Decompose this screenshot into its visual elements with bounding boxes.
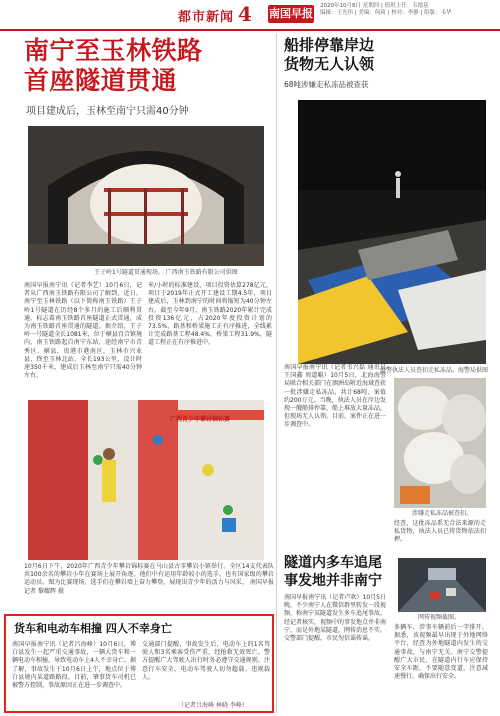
lead-body-col2: 米/小时的标准建设，项目投资估算278亿元，项目于2019年正式开工建设工期4.5年，项目建成后，玉林到南宁的时间将缩短为40分钟左右。截至今年9月，南玉铁路2020年累计完成投资136亿元，占2020年度投资计划的73.5%，路基和桥梁施工正有序推进，全线累计完成路基工程48.4%、桥梁工程31.9%，隧道工程正在有序推进中。 bbox=[148, 282, 272, 347]
tunnel-rumor-col2: 多辆车，涉事车辆前后一字排开。据悉，该视频最早出现于外地网络平台，经查为外地隧道内发生的交通事故，与南宁无关。南宁交警提醒广大市民，在隧道内行车应保持安全车距，不要随意变道，注意减速慢行，确保出行安全。 bbox=[394, 624, 488, 681]
climbing-banner: 广西青少年攀岩锦标赛 bbox=[170, 416, 231, 423]
ship-photo-graphic bbox=[298, 100, 486, 364]
ship-photo-caption: 海警执法人员查扣走私冻品。海警局供图 bbox=[380, 367, 489, 374]
tunnel-rumor-headline-line1: 隧道内多车追尾 bbox=[284, 555, 382, 571]
tunnel-rumor-headline-line2: 事发地并非南宁 bbox=[284, 573, 382, 589]
climbing-photo-caption: 10月6日下午，2020年广西青少年攀岩锦标赛在马山县古零攀岩小镇举行。全区14支代表队共100余名的攀岩小年在赛场上展开角逐。他们中有运用年龄较小的选手，也有国家级的攀岩运动员。图为比赛现场，选手们在攀岩墙上奋力攀登，展现出青少年的活力与风采。 南国早报记者 黎耀辉 摄 bbox=[24, 563, 274, 595]
section-title: 都市新闻 bbox=[178, 10, 235, 25]
lead-headline bbox=[24, 36, 203, 96]
ship-body-right: 经查，这批冻品系无合法来源的走私货物，执法人员已将货物依法扣押。 bbox=[394, 520, 486, 544]
page-masthead bbox=[0, 0, 500, 30]
ship-subheadline: 68吨涉嫌走私冻品被查获 bbox=[284, 80, 369, 89]
ship-photo bbox=[298, 100, 486, 364]
page-number: 4 bbox=[238, 2, 252, 26]
newspaper-logo: 南国早报 bbox=[268, 5, 314, 23]
masthead-meta bbox=[320, 3, 496, 17]
column-divider bbox=[276, 33, 277, 713]
climbing-photo bbox=[28, 400, 264, 560]
tunnel-photo bbox=[28, 126, 264, 266]
ship-headline bbox=[284, 36, 374, 74]
lead-body-col1: 南国早报南宁讯（记者李艺）10月6日，记者从广西南玉铁路有限公司了解到，近日，南宁至玉林铁路（以下简称南玉铁路）王子岭1号隧道在历经8个多月的施工后顺利贯通，标志着南玉铁路首座隧道正式贯通，成为南玉铁路首座贯通的隧道。据介绍，王子岭一号隧道全长1081米，位于横县百合镇境内，南玉铁路起自南宁东站，途经南宁市青秀区、横县，贵港市港南区，玉林市兴业县，终至玉林北站，全长193公里，设计时速350千米，建成后玉林至南宁只需40分钟左右。 bbox=[24, 282, 142, 380]
lead-subheadline: 项目建成后，玉林至南宁只需40分钟 bbox=[26, 106, 189, 117]
truck-accident-col1: 南国早报南宁讯（记者吕海峰）10月6日，博白县发生一起严重交通事故，一辆大货车和一辆电动车相撞，导致电动车上4人不幸身亡。据了解，事故发生于10月6日上午，地点位于博白县境内某道路路段。目前，肇事货车司机已被警方控制，事故原因正在进一步调查中。 bbox=[12, 641, 136, 690]
tunnel-video-photo bbox=[398, 558, 486, 612]
truck-accident-col2: 交通部门提醒，事故发生后，电动车上的1名驾驶人和3名乘客受伤严重，经抢救无效死亡。警方提醒广大驾驶人出行时务必遵守交通规则，注意行车安全，电动车驾驶人切勿超载、违规载人。 bbox=[142, 641, 270, 681]
frozen-goods-caption: 涉嫌走私冻品被查扣。 bbox=[412, 510, 473, 517]
tunnel-photo-graphic bbox=[28, 126, 264, 266]
lead-headline-line2: 首座隧道贯通 bbox=[24, 66, 178, 95]
masthead-rule bbox=[0, 29, 500, 31]
tunnel-rumor-headline bbox=[284, 554, 382, 590]
ship-body-left: 南国早报南宁讯（记者韦兴磊 通讯员王国鑫 周道鲲）10月5日，北海海警局联合相关部门在涠洲岛附近海域查获一批涉嫌走私冻品，共计68吨，案值约200万元。当晚，执法人员在岸边发现一艘船排停靠，船上堆放大量冻品，但现场无人认领。目前，案件正在进一步调查中。 bbox=[284, 364, 387, 429]
climbing-photo-graphic bbox=[28, 400, 264, 560]
lead-headline-line1: 南宁至玉林铁路 bbox=[24, 36, 203, 65]
tunnel-rumor-col1: 南国早报南宁讯（记者卢欢）10月5日晚，不少南宁人在微信群里转发一段视频，称南宁某隧道发生多车追尾事故。经记者核实，视频中的事发地点并非南宁，而是外地某隧道，网传消息不实。交警部门提醒，市民勿信谣传谣。 bbox=[284, 594, 387, 643]
tunnel-video-graphic bbox=[398, 558, 486, 612]
frozen-goods-graphic bbox=[394, 378, 486, 508]
truck-accident-byline: （记者吕海峰 林晓 李峰） bbox=[178, 702, 248, 709]
meta-line: 2020年10月8日 星期四 | 值班主任：韦德基 bbox=[320, 3, 429, 9]
truck-accident-title: 货车和电动车相撞 四人不幸身亡 bbox=[14, 622, 172, 635]
meta-line: 编辑：王光伟 | 美编：何琦 | 校对：李静 | 组版：韦华 bbox=[320, 10, 452, 16]
tunnel-video-caption: 网传视频截图。 bbox=[418, 614, 461, 621]
ship-headline-line1: 船排停靠岸边 bbox=[284, 36, 375, 54]
tunnel-photo-caption: 王子岭1号隧道贯通现场。 广西南玉铁路有限公司供图 bbox=[94, 269, 238, 276]
frozen-goods-photo bbox=[394, 378, 486, 508]
ship-headline-line2: 货物无人认领 bbox=[284, 55, 375, 73]
